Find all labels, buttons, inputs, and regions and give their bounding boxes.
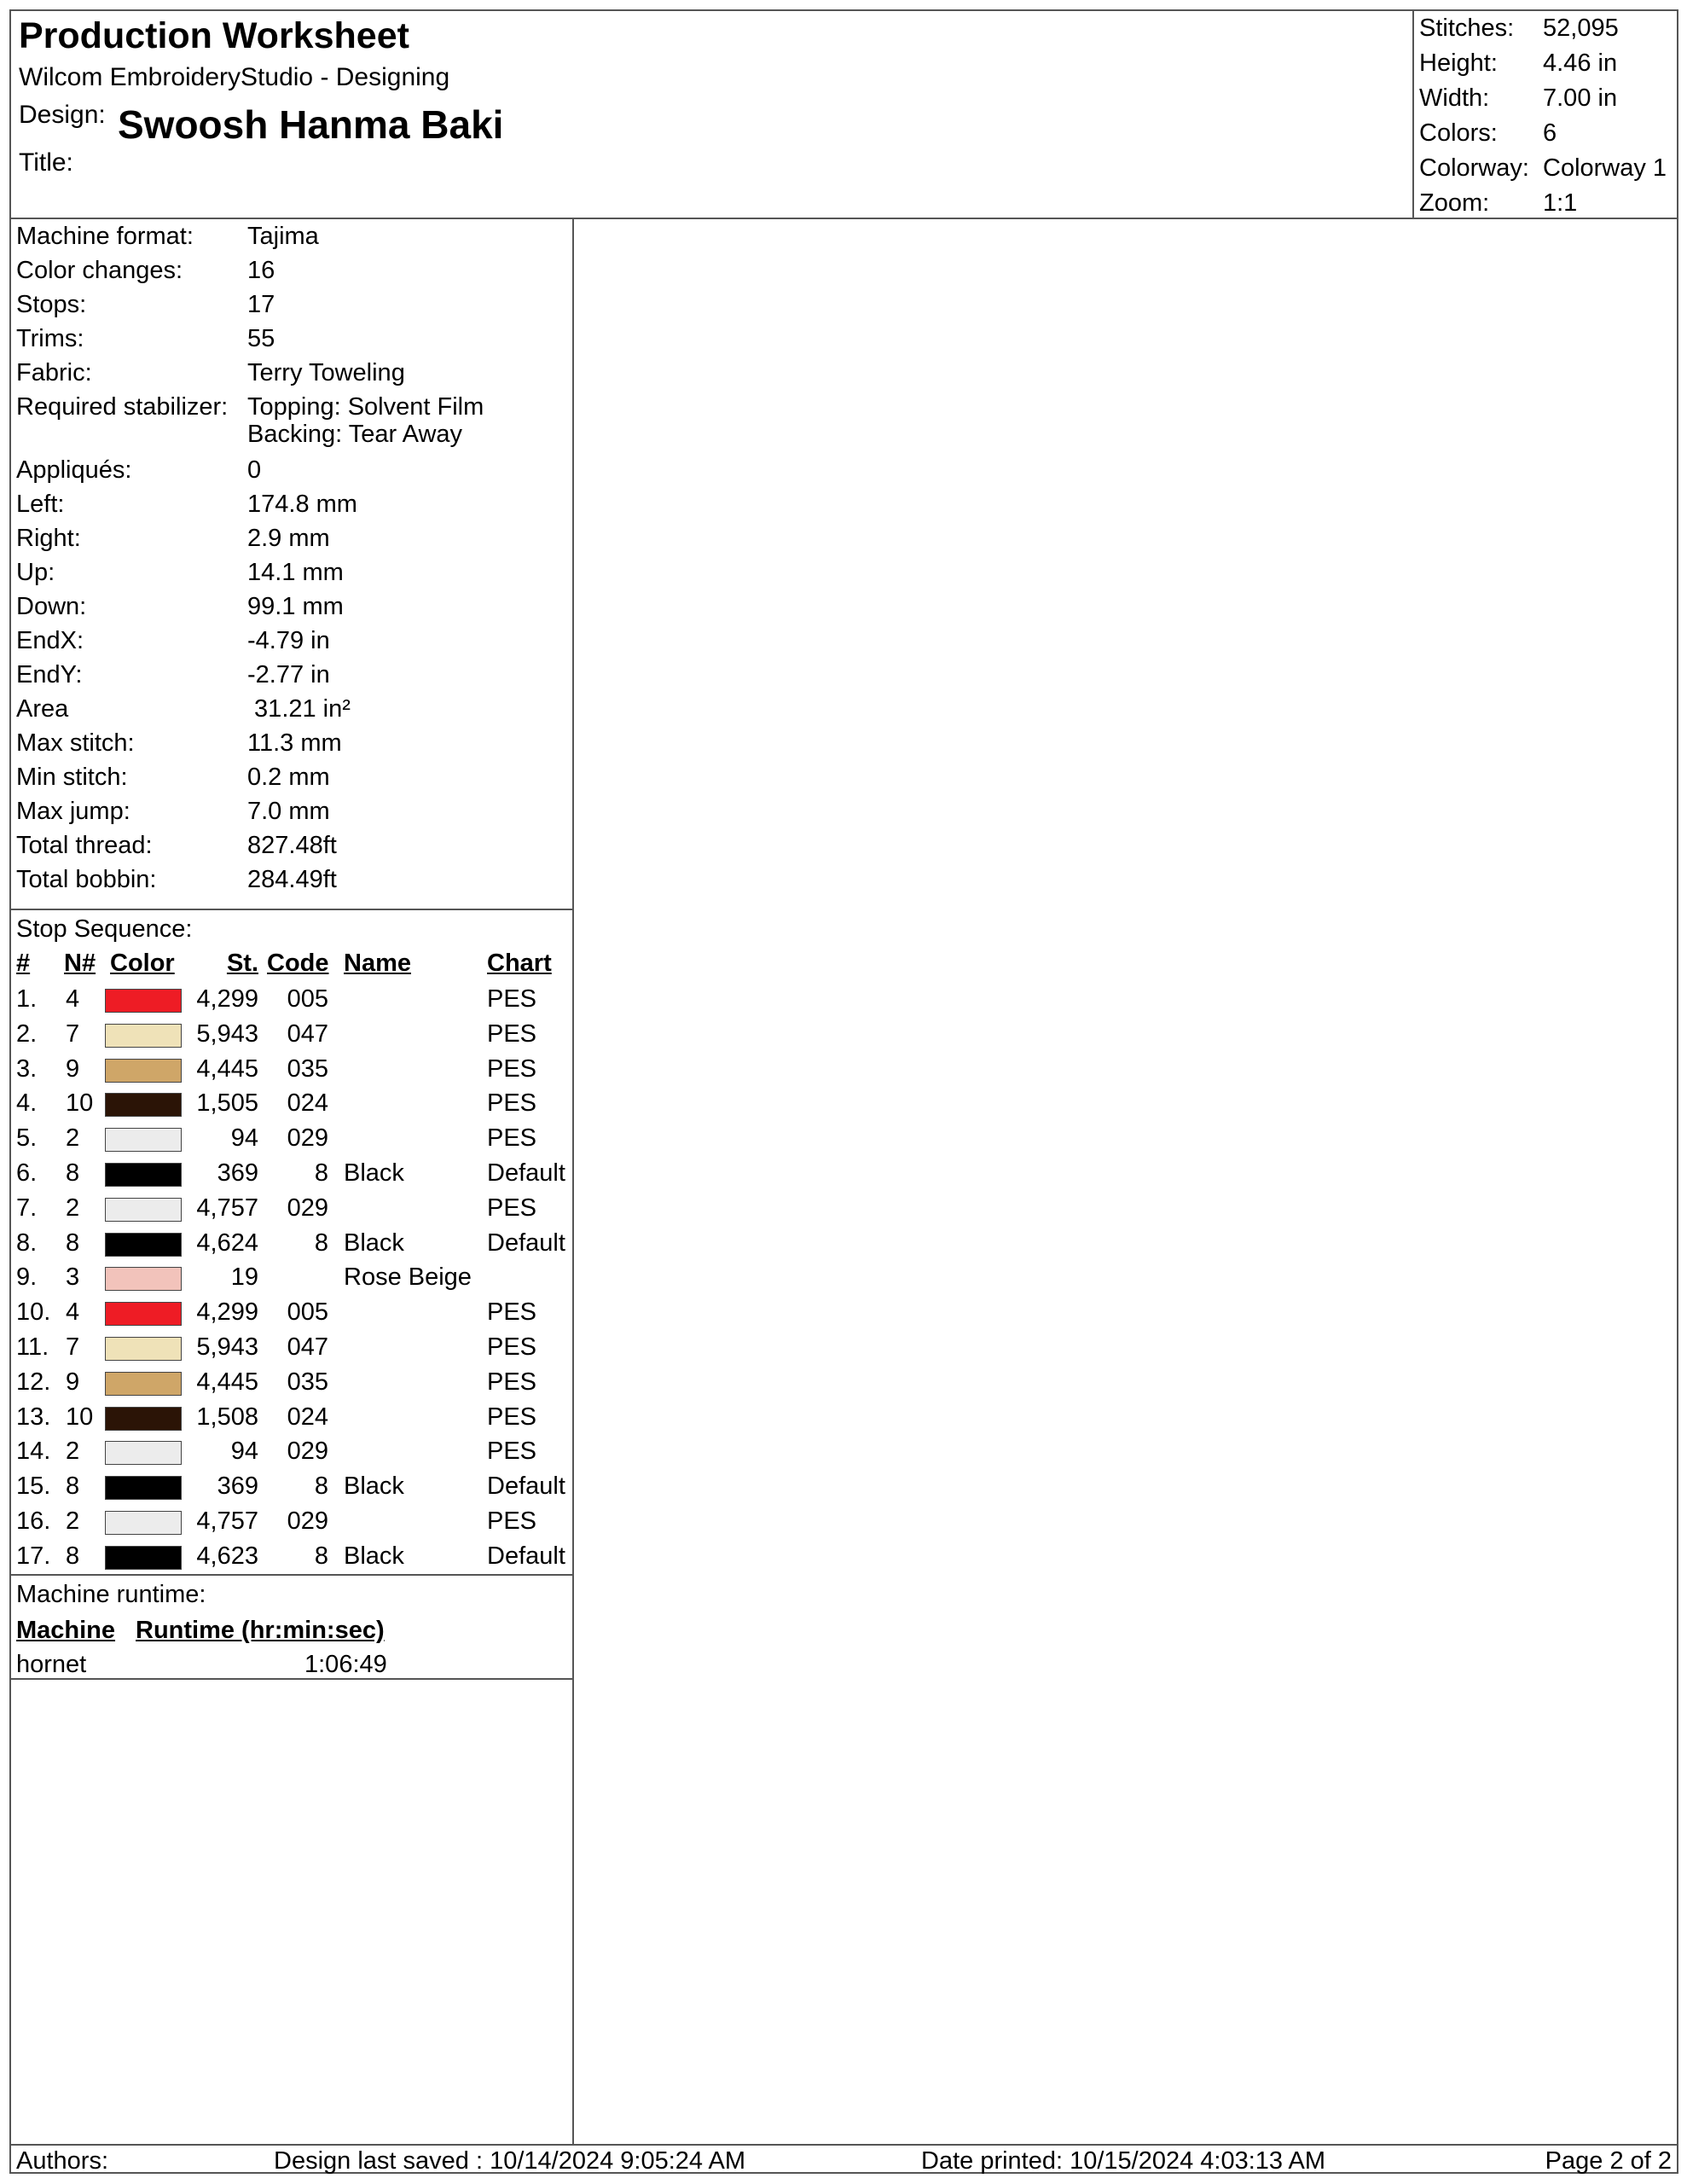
stop-index: 2. xyxy=(16,1019,38,1048)
stop-stitches: 19 xyxy=(230,1263,258,1292)
header-runtime: Runtime (hr:min:sec) xyxy=(136,1617,385,1644)
stat-zoom xyxy=(1414,186,1678,221)
header-index: # xyxy=(16,950,31,977)
property-label: Appliqués: xyxy=(16,456,132,484)
stat-value: 6 xyxy=(1543,119,1557,147)
footer-date-printed: Date printed: 10/15/2024 4:03:13 AM xyxy=(921,2147,1326,2175)
stop-stitches: 1,505 xyxy=(196,1089,258,1118)
stop-index: 1. xyxy=(16,985,38,1013)
stop-index: 16. xyxy=(16,1507,51,1535)
color-swatch xyxy=(105,1093,182,1117)
property-label: Machine format: xyxy=(16,223,194,250)
color-swatch xyxy=(105,1163,182,1187)
stop-name: Black xyxy=(344,1159,404,1187)
title-label: Title: xyxy=(19,148,73,177)
color-swatch xyxy=(105,1024,182,1048)
stop-sequence xyxy=(11,910,572,1576)
stop-needle: 8 xyxy=(66,1542,80,1570)
stop-chart: PES xyxy=(487,1298,537,1327)
stop-chart: PES xyxy=(487,1333,537,1361)
stop-needle: 4 xyxy=(66,985,80,1013)
property-label: Left: xyxy=(16,491,65,518)
property-label: EndX: xyxy=(16,627,84,654)
stop-index: 12. xyxy=(16,1368,51,1396)
property-value: 16 xyxy=(247,257,275,284)
stop-code: 8 xyxy=(314,1228,328,1257)
property-value: 11.3 mm xyxy=(247,729,342,757)
property-label: Required stabilizer: xyxy=(16,393,229,421)
color-swatch xyxy=(105,1128,182,1152)
property-label: Right: xyxy=(16,525,81,552)
stat-width xyxy=(1414,81,1678,116)
color-swatch xyxy=(105,1546,182,1570)
stop-chart: Default xyxy=(487,1472,565,1501)
property-value: -4.79 in xyxy=(247,627,330,654)
stop-needle: 8 xyxy=(66,1472,80,1501)
stop-chart: PES xyxy=(487,1054,537,1083)
stop-name: Rose Beige xyxy=(344,1263,472,1292)
color-swatch xyxy=(105,1441,182,1465)
stop-chart: Default xyxy=(487,1159,565,1187)
machine-properties xyxy=(11,219,572,910)
stop-stitches: 4,757 xyxy=(196,1194,258,1222)
stop-stitches: 4,757 xyxy=(196,1507,258,1535)
stat-label: Zoom: xyxy=(1419,189,1490,217)
stop-stitches: 4,299 xyxy=(196,1298,258,1327)
stop-stitches: 5,943 xyxy=(196,1019,258,1048)
stop-row xyxy=(11,1400,572,1435)
stop-stitches: 4,624 xyxy=(196,1228,258,1257)
stop-row xyxy=(11,1330,572,1365)
stat-label: Width: xyxy=(1419,84,1490,112)
worksheet-footer xyxy=(11,2144,1677,2174)
color-swatch xyxy=(105,1337,182,1361)
stop-code: 047 xyxy=(287,1019,328,1048)
property-label: Total thread: xyxy=(16,832,153,859)
stat-colors xyxy=(1414,116,1678,151)
stop-stitches: 4,299 xyxy=(196,985,258,1013)
property-label: Area xyxy=(16,695,69,723)
stop-stitches: 369 xyxy=(217,1472,258,1501)
property-value: 55 xyxy=(247,325,275,352)
header-color: Color xyxy=(110,950,175,977)
color-swatch xyxy=(105,1476,182,1500)
color-swatch xyxy=(105,1059,182,1083)
footer-authors: Authors: xyxy=(16,2147,108,2175)
stat-label: Height: xyxy=(1419,49,1498,77)
stop-row xyxy=(11,1017,572,1052)
stop-sequence-header xyxy=(11,946,572,980)
header-name: Name xyxy=(344,950,411,977)
stop-stitches: 94 xyxy=(230,1438,258,1466)
property-value: -2.77 in xyxy=(247,661,330,688)
color-swatch xyxy=(105,1372,182,1396)
stop-index: 9. xyxy=(16,1263,38,1292)
property-label: Color changes: xyxy=(16,257,183,284)
stop-chart: Default xyxy=(487,1542,565,1570)
stop-chart: Default xyxy=(487,1228,565,1257)
stop-row xyxy=(11,1434,572,1469)
stop-chart: PES xyxy=(487,985,537,1013)
stop-row xyxy=(11,1539,572,1574)
property-value: 2.9 mm xyxy=(247,525,330,552)
stop-chart: PES xyxy=(487,1438,537,1466)
stop-code: 029 xyxy=(287,1438,328,1466)
stop-needle: 2 xyxy=(66,1438,80,1466)
stop-row xyxy=(11,1191,572,1226)
stop-row xyxy=(11,1504,572,1539)
property-value: Tajima xyxy=(247,223,319,250)
stop-row xyxy=(11,1121,572,1156)
stat-colorway xyxy=(1414,151,1678,186)
stop-row xyxy=(11,1469,572,1504)
stop-index: 11. xyxy=(16,1333,49,1361)
worksheet-page xyxy=(9,9,1678,2174)
stop-stitches: 4,445 xyxy=(196,1368,258,1396)
stop-code: 005 xyxy=(287,1298,328,1327)
property-label: Total bobbin: xyxy=(16,866,157,893)
color-swatch xyxy=(105,989,182,1013)
color-swatch xyxy=(105,1267,182,1291)
stop-needle: 4 xyxy=(66,1298,80,1327)
stop-index: 15. xyxy=(16,1472,51,1501)
stop-needle: 10 xyxy=(66,1403,94,1431)
stop-needle: 7 xyxy=(66,1333,80,1361)
stop-index: 10. xyxy=(16,1298,51,1327)
property-label: Min stitch: xyxy=(16,764,128,791)
property-value: 17 xyxy=(247,291,275,318)
stat-label: Stitches: xyxy=(1419,15,1515,42)
property-value: Topping: Solvent Film xyxy=(247,393,484,421)
stop-stitches: 1,508 xyxy=(196,1403,258,1431)
stop-code: 024 xyxy=(287,1089,328,1118)
color-swatch xyxy=(105,1233,182,1257)
stat-value: 52,095 xyxy=(1543,15,1619,42)
stop-row xyxy=(11,1295,572,1330)
stop-code: 029 xyxy=(287,1507,328,1535)
machine-runtime xyxy=(11,1576,572,1680)
stop-code: 035 xyxy=(287,1368,328,1396)
header-code: Code xyxy=(267,950,329,977)
property-value: 284.49ft xyxy=(247,866,337,893)
stat-value: 1:1 xyxy=(1543,189,1578,217)
stop-stitches: 369 xyxy=(217,1159,258,1187)
stop-row xyxy=(11,1260,572,1295)
stop-stitches: 5,943 xyxy=(196,1333,258,1361)
stop-needle: 2 xyxy=(66,1507,80,1535)
property-value: 31.21 in² xyxy=(247,695,351,723)
stop-row xyxy=(11,1156,572,1191)
stop-row xyxy=(11,1365,572,1400)
stop-chart: PES xyxy=(487,1507,537,1535)
stop-name: Black xyxy=(344,1472,404,1501)
runtime-title: Machine runtime: xyxy=(16,1581,206,1608)
stop-code: 8 xyxy=(314,1159,328,1187)
property-label: Fabric: xyxy=(16,359,92,386)
stop-row xyxy=(11,1226,572,1261)
details-column xyxy=(11,219,574,2144)
property-label: Down: xyxy=(16,593,87,620)
stat-value: 4.46 in xyxy=(1543,49,1618,77)
stop-row xyxy=(11,982,572,1017)
stop-code: 029 xyxy=(287,1124,328,1153)
property-value: 14.1 mm xyxy=(247,559,344,586)
design-stats-panel xyxy=(1412,11,1677,218)
header-machine: Machine xyxy=(16,1617,116,1644)
stop-needle: 9 xyxy=(66,1054,80,1083)
stop-index: 14. xyxy=(16,1438,51,1466)
stop-stitches: 94 xyxy=(230,1124,258,1153)
page-title: Production Worksheet xyxy=(19,15,409,56)
stat-height xyxy=(1414,46,1678,81)
stop-code: 024 xyxy=(287,1403,328,1431)
stat-label: Colorway: xyxy=(1419,154,1529,182)
stop-chart: PES xyxy=(487,1194,537,1222)
property-label: Max stitch: xyxy=(16,729,135,757)
stop-sequence-title: Stop Sequence: xyxy=(16,915,193,943)
color-swatch xyxy=(105,1302,182,1326)
app-name: Wilcom EmbroideryStudio - Designing xyxy=(19,63,450,91)
property-value: Terry Toweling xyxy=(247,359,405,386)
stop-index: 5. xyxy=(16,1124,38,1153)
stop-needle: 8 xyxy=(66,1228,80,1257)
worksheet-header xyxy=(11,11,1677,219)
stop-needle: 8 xyxy=(66,1159,80,1187)
stop-name: Black xyxy=(344,1228,404,1257)
stop-index: 13. xyxy=(16,1403,51,1431)
stop-code: 8 xyxy=(314,1542,328,1570)
stop-stitches: 4,623 xyxy=(196,1542,258,1570)
stop-name: Black xyxy=(344,1542,404,1570)
footer-last-saved: Design last saved : 10/14/2024 9:05:24 AM xyxy=(274,2147,745,2175)
stop-code: 029 xyxy=(287,1194,328,1222)
design-name: Swoosh Hanma Baki xyxy=(118,102,504,147)
stop-code: 035 xyxy=(287,1054,328,1083)
stop-index: 3. xyxy=(16,1054,38,1083)
stop-needle: 2 xyxy=(66,1194,80,1222)
stat-value: Colorway 1 xyxy=(1543,154,1667,182)
stop-needle: 7 xyxy=(66,1019,80,1048)
stat-value: 7.00 in xyxy=(1543,84,1618,112)
stop-code: 005 xyxy=(287,985,328,1013)
stop-code: 047 xyxy=(287,1333,328,1361)
runtime-value: 1:06:49 xyxy=(304,1651,387,1678)
color-swatch xyxy=(105,1198,182,1222)
footer-page-number: Page 2 of 2 xyxy=(1545,2147,1672,2175)
stop-needle: 3 xyxy=(66,1263,80,1292)
stop-chart: PES xyxy=(487,1403,537,1431)
stop-chart: PES xyxy=(487,1124,537,1153)
stop-needle: 9 xyxy=(66,1368,80,1396)
property-value: 0.2 mm xyxy=(247,764,330,791)
property-label: EndY: xyxy=(16,661,83,688)
stop-chart: PES xyxy=(487,1019,537,1048)
header-needle: N# xyxy=(64,950,96,977)
header-chart: Chart xyxy=(487,950,552,977)
stop-chart: PES xyxy=(487,1368,537,1396)
stat-stitches xyxy=(1414,11,1678,46)
property-value: 0 xyxy=(247,456,262,484)
runtime-machine: hornet xyxy=(16,1651,87,1678)
stop-index: 8. xyxy=(16,1228,38,1257)
stop-needle: 2 xyxy=(66,1124,80,1153)
design-label: Design: xyxy=(19,101,106,129)
property-value: 99.1 mm xyxy=(247,593,344,620)
stat-label: Colors: xyxy=(1419,119,1498,147)
stop-row xyxy=(11,1086,572,1121)
stop-code: 8 xyxy=(314,1472,328,1501)
property-value: 174.8 mm xyxy=(247,491,357,518)
property-label: Trims: xyxy=(16,325,84,352)
property-value: 827.48ft xyxy=(247,832,337,859)
color-swatch xyxy=(105,1511,182,1535)
stop-index: 4. xyxy=(16,1089,38,1118)
header-stitches: St. xyxy=(226,950,258,977)
property-label: Stops: xyxy=(16,291,87,318)
stop-index: 7. xyxy=(16,1194,38,1222)
stop-index: 6. xyxy=(16,1159,38,1187)
stop-stitches: 4,445 xyxy=(196,1054,258,1083)
stop-index: 17. xyxy=(16,1542,51,1570)
property-value: 7.0 mm xyxy=(247,798,330,825)
stop-needle: 10 xyxy=(66,1089,94,1118)
color-swatch xyxy=(105,1407,182,1431)
property-label: Max jump: xyxy=(16,798,130,825)
property-value-secondary: Backing: Tear Away xyxy=(247,421,463,448)
property-label: Up: xyxy=(16,559,55,586)
stop-row xyxy=(11,1052,572,1087)
stop-chart: PES xyxy=(487,1089,537,1118)
